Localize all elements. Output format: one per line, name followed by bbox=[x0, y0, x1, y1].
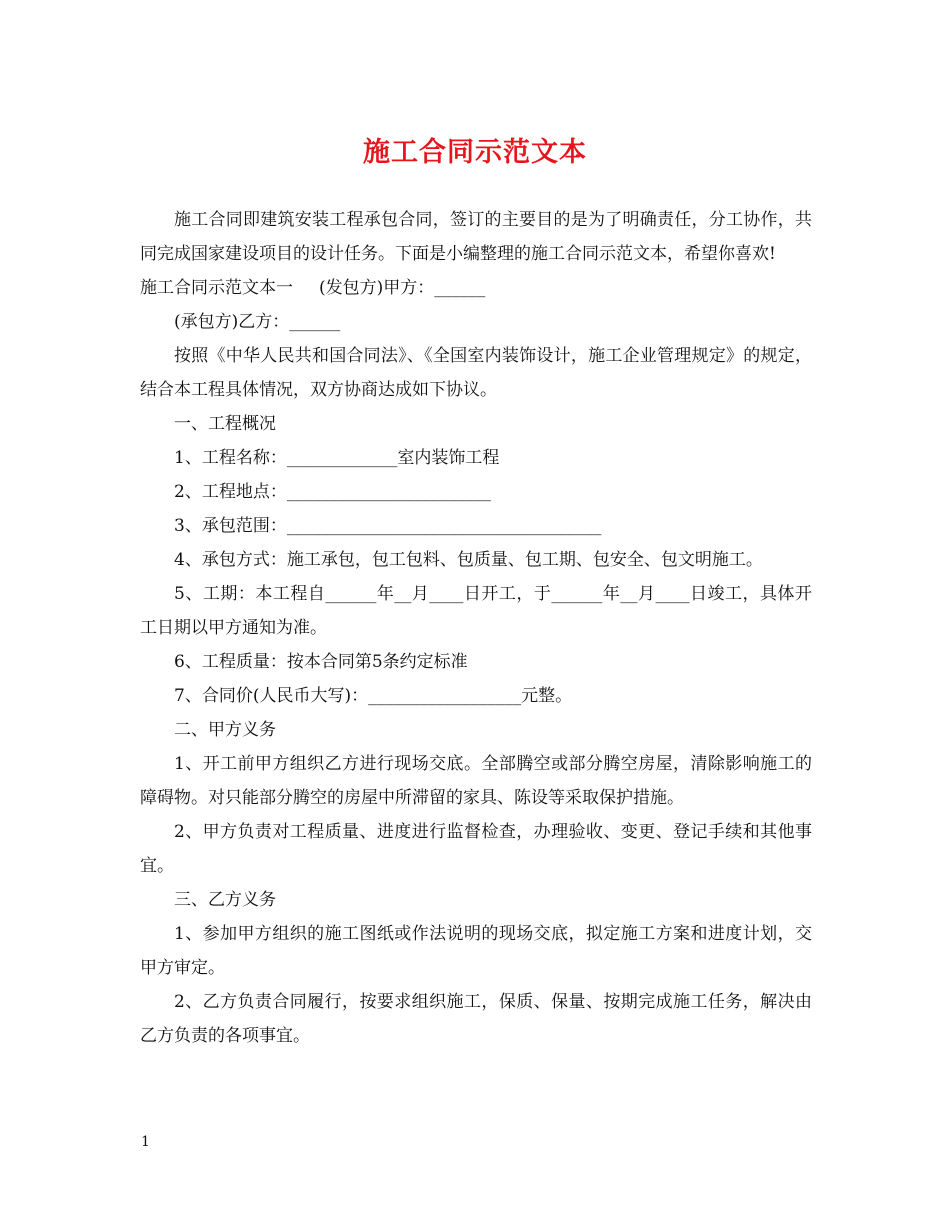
party-a-field: (发包方)甲方：______ bbox=[319, 278, 486, 298]
clause-quality: 6、工程质量：按本合同第5条约定标准 bbox=[174, 652, 468, 672]
clause-contract-method: 4、承包方式：施工承包，包工包料、包质量、包工期、包安全、包文明施工。 bbox=[174, 550, 763, 570]
intro-paragraph: 施工合同即建筑安装工程承包合同，签订的主要目的是为了明确责任，分工协作，共同完成国家建设项目的设计任务。下面是小编整理的施工合同示范文本，希望你喜欢! bbox=[140, 210, 812, 264]
party-b-field: (承包方)乙方：______ bbox=[174, 312, 341, 332]
clause-contract-scope: 3、承包范围：_____________________________________ bbox=[174, 516, 602, 536]
clause-schedule: 5、工期：本工程自______年__月____日开工，于______年__月____日竣工，具体开工日期以甲方通知为准。 bbox=[140, 584, 812, 638]
section-heading-overview: 一、工程概况 bbox=[174, 414, 276, 434]
sample-one-heading: 施工合同示范文本一 bbox=[140, 278, 293, 298]
sample-one-line bbox=[140, 271, 812, 305]
party-a-duty-2: 2、甲方负责对工程质量、进度进行监督检查，办理验收、变更、登记手续和其他事宜。 bbox=[140, 822, 812, 876]
clause-price: 7、合同价(人民币大写)：__________________元整。 bbox=[174, 686, 573, 706]
document-title: 施工合同示范文本 bbox=[363, 137, 587, 168]
section-heading-party-b: 三、乙方义务 bbox=[174, 890, 276, 910]
party-b-duty-2: 2、乙方负责合同履行，按要求组织施工，保质、保量、按期完成施工任务，解决由乙方负责的各项事宜。 bbox=[140, 992, 812, 1046]
document-body bbox=[140, 203, 812, 1053]
clause-project-location: 2、工程地点：________________________ bbox=[174, 482, 491, 502]
party-a-duty-1: 1、开工前甲方组织乙方进行现场交底。全部腾空或部分腾空房屋，清除影响施工的障碍物。对只能部分腾空的房屋中所滞留的家具、陈设等采取保护措施。 bbox=[140, 754, 812, 808]
section-heading-party-a: 二、甲方义务 bbox=[174, 720, 276, 740]
legal-basis-paragraph: 按照《中华人民共和国合同法》、《全国室内装饰设计，施工企业管理规定》的规定，结合本工程具体情况，双方协商达成如下协议。 bbox=[140, 346, 812, 400]
party-b-duty-1: 1、参加甲方组织的施工图纸或作法说明的现场交底，拟定施工方案和进度计划，交甲方审定。 bbox=[140, 924, 812, 978]
page-number: 1 bbox=[141, 1134, 150, 1150]
clause-project-name: 1、工程名称：_____________室内装饰工程 bbox=[174, 448, 500, 468]
